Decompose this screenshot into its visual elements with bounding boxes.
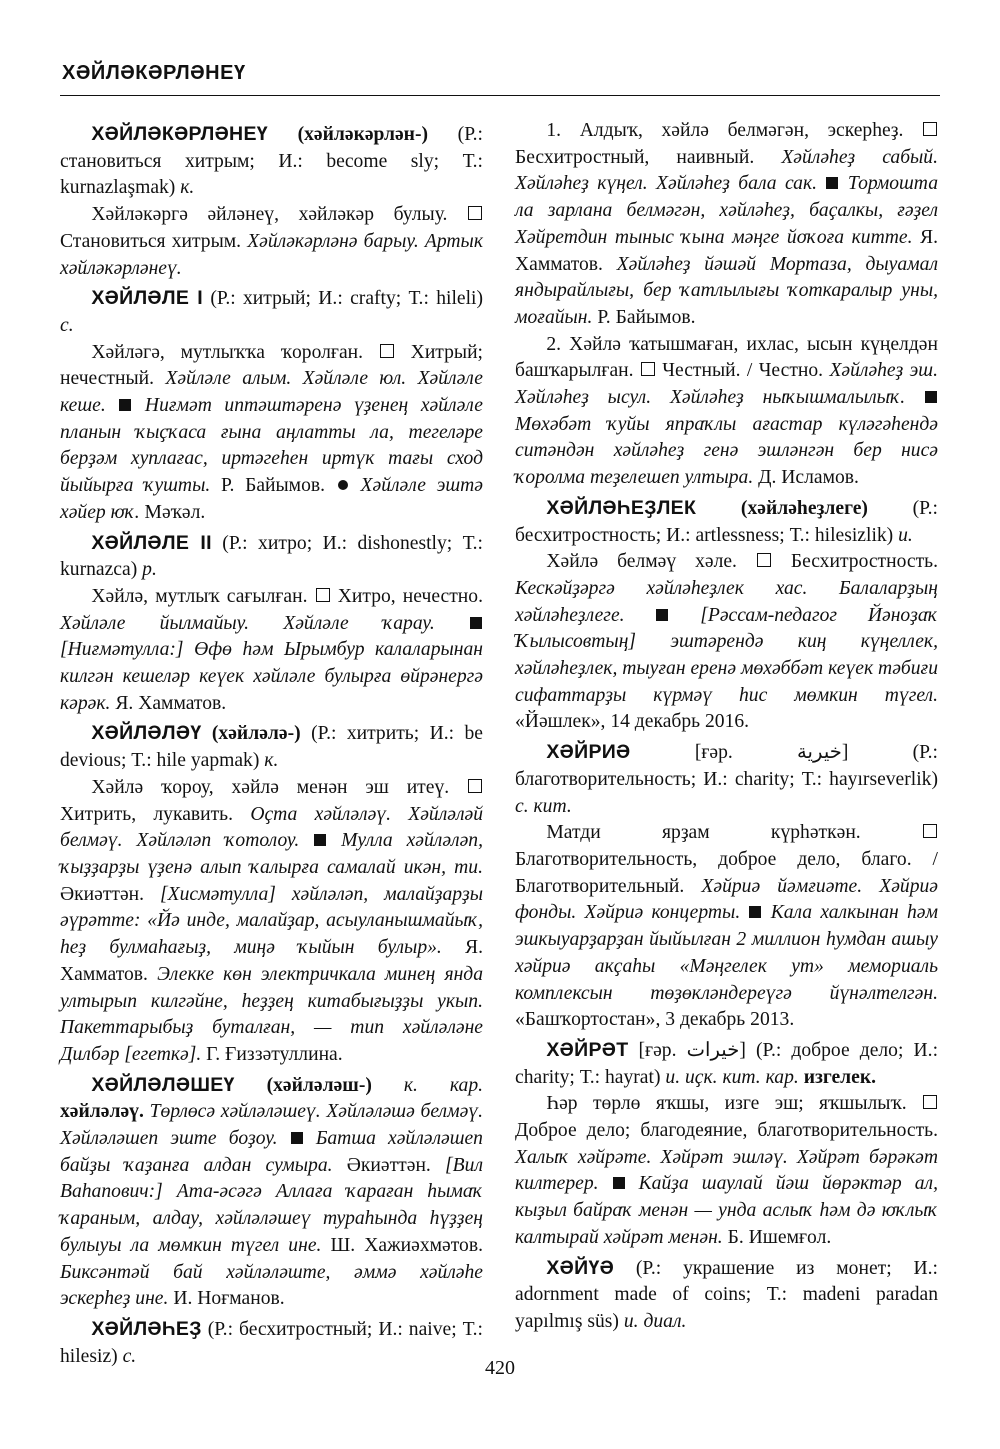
right-column	[515, 118, 938, 1336]
russian-equivalent-icon	[923, 122, 937, 136]
translations: (Р.: хитро; И.: dishonestly; Т.: kurnazca)	[60, 532, 483, 581]
part-of-speech: к.	[403, 1074, 418, 1096]
headword: ХӘЙЛӘЛЕ I	[91, 287, 204, 310]
translations: (Р.: бесхитростность; И.: artlessness; Т.: hilesizlik)	[515, 497, 938, 546]
definition-text: Хәйлә, мутлыҡ сағылған.	[91, 585, 308, 607]
headword: ХӘЙЛӘҺЕҘ	[91, 1317, 202, 1340]
definition-text: Һәр төрлө яҡшы, изге эш; яҡшылыҡ.	[546, 1093, 907, 1115]
sense-1	[515, 118, 938, 332]
quotation: [Вил Ваһапович:] Ата-әсәгә Аллаға ҡараған һымаҡ ҡараным, алдау, хәйләләшеү тураһында һүҙҙең булыуы ла мөмкин түгел ине.	[60, 1154, 483, 1256]
quotation: Хәйләһеҙ йәшәй Мортаза, дыуамал яндырайлығы, бер ҡатлылығы ҡоткаралыр уны, моғайын.	[515, 253, 938, 328]
quotation-marker-icon	[291, 1132, 303, 1144]
definition	[515, 549, 938, 736]
part-of-speech: с. кит.	[515, 795, 572, 817]
definition-text: Хәйлә ҡороу, хәйлә менән эш итеү.	[91, 776, 450, 798]
definition-text: Хәйлә белмәү хәле.	[546, 551, 737, 573]
quotation: Биксәнтәй бай хәйләләште, әммә хәйләһе эскерһеҙ ине.	[60, 1261, 483, 1310]
definition-text: Хәйләгә, мутлыҡҡа ҡоролған.	[91, 341, 364, 363]
etymology: [ғәр. خيرات]	[638, 1039, 746, 1061]
headword: ХӘЙҮӘ	[546, 1256, 615, 1279]
headword: ХӘЙРИӘ	[546, 741, 631, 764]
definition-text: Хәйлә ҡатышмаған, ихлас, ысын күңелдән башҡарылған.	[515, 333, 938, 382]
definition	[60, 340, 483, 527]
definition-text: Алдыҡ, хәйлә белмәгән, эскерһеҙ.	[579, 120, 904, 141]
usage-examples: Хәйләһеҙ эш. Хәйләһеҙ ысул. Хәйләһеҙ ныҡышмалылыҡ.	[515, 360, 938, 409]
etymology: [ғәр. خيرية]	[694, 742, 849, 764]
quotation: Батша хәйләләшеп байҙы ҡаҙанға алдан сумыра.	[60, 1128, 483, 1176]
headword: ХӘЙЛӘЛӘҮ	[91, 722, 202, 745]
usage-examples: Хәйләкәрләнә барыу. Артык хәйләкәрләнеү.	[60, 230, 483, 279]
usage-examples: Хәйләле йылмайыу. Хәйләле ҡарау.	[60, 612, 435, 634]
translations: (Р.: хитрить; И.: be devious; Т.: hile yapmak)	[60, 723, 483, 772]
russian-equivalent: Бесхитростность.	[790, 551, 938, 573]
definition	[60, 584, 483, 718]
quotation-author: Әкиәттән.	[60, 883, 145, 905]
part-of-speech: и. диал.	[623, 1310, 687, 1332]
russian-equivalent-icon	[468, 206, 482, 220]
part-of-speech: р.	[142, 559, 157, 581]
translations: (Р.: благотворительность; И.: charity; Т.: hayırseverlik)	[515, 742, 938, 790]
russian-equivalent: Благотворительность, доброе дело, благо. / Благотворительный.	[515, 848, 938, 897]
definition	[60, 775, 483, 1069]
quotation-author: Ш. Хажиәхмәтов.	[330, 1234, 483, 1256]
definition	[515, 820, 938, 1034]
part-of-speech: и.	[898, 524, 913, 546]
entry-hәйләләшеү	[60, 1072, 483, 1313]
russian-equivalent: Бесхитростный, наивный.	[515, 146, 755, 168]
sense-number: 2.	[546, 333, 562, 355]
russian-equivalent-icon	[641, 362, 655, 376]
russian-equivalent: Становиться хитрым.	[60, 230, 242, 252]
stem-form: (хәйләлә-)	[211, 723, 301, 745]
running-head: ХӘЙЛӘКӘРЛӘНЕҮ	[62, 62, 246, 84]
entry-hәйләһеҙлек	[515, 495, 938, 549]
quotation-author: Р. Байымов.	[221, 475, 326, 497]
part-of-speech: к.	[264, 750, 279, 772]
quotation-marker-icon	[119, 399, 131, 411]
proverb-source: Мәҡәл.	[144, 501, 206, 523]
russian-equivalent-icon	[923, 824, 937, 838]
usage-examples: Оҫта хәйләләү. Хәйләләй белмәү. Хәйләләп ҡотолоу.	[60, 803, 483, 852]
quotation-author: Г. Ғиззәтуллина.	[206, 1043, 343, 1065]
quotation: Мулла хәйләләп, ҡыҙҙарҙы үҙенә алып ҡалырға самалай икән, ти.	[60, 830, 483, 878]
translations: (Р.: хитрый; И.: crafty; Т.: hileli)	[210, 288, 484, 310]
entry-hәйләле-1	[60, 285, 483, 339]
part-of-speech: с.	[60, 314, 74, 336]
headword: ХӘЙРӘТ	[546, 1038, 629, 1061]
quotation-author: Д. Исламов.	[758, 467, 859, 489]
translations: (Р.: доброе дело; И.: charity; Т.: hayrat)	[515, 1039, 939, 1088]
russian-equivalent-icon	[757, 553, 771, 567]
proverb-marker-icon	[338, 480, 348, 490]
stem-form: (хәйләһеҙлеге)	[740, 497, 868, 519]
cross-reference-label: кар.	[765, 1066, 799, 1088]
russian-equivalent-icon	[468, 779, 482, 793]
quotation-author: Я. Хамматов.	[515, 226, 938, 275]
russian-equivalent: Хитро, нечестно.	[337, 585, 483, 607]
quotation-author: Я. Хамматов.	[60, 937, 483, 985]
quotation: Кала халкынан һәм эшкыуарҙарҙан йыйылған 2 миллион һумдан ашыу хәйриә акҫаһы «Мәңгелек ут» мемориаль комплексын төҙөкләндереүгә йүнәлтелгән.	[515, 902, 938, 1004]
quotation-author: «Йәшлек», 14 декабрь 2016.	[515, 711, 750, 733]
usage-examples: Хәйләле алым. Хәйләле юл. Хәйләле кеше.	[60, 368, 484, 417]
russian-equivalent: Хитрый; нечестный.	[60, 341, 484, 390]
entry-hәйләкәрләнеү	[60, 121, 483, 202]
entry-hәйләле-2	[60, 530, 483, 584]
quotation-author: Б. Ишемғол.	[727, 1226, 832, 1248]
russian-equivalent: Доброе дело; благодеяние, благотворительность.	[515, 1120, 938, 1142]
header-rule	[60, 95, 940, 96]
quotation: Тормошта ла зарлана белмәгән, хәйләһеҙ, баҫалкы, ғәҙел Хәйретдин тыныс ҡына мәңге йоҡоға китте.	[515, 173, 938, 248]
quotation-author: И. Ноғманов.	[173, 1288, 285, 1310]
entry-hәйрәт	[515, 1037, 938, 1091]
quotation: [Хисмәтулла] хәйләләп, малайҙарҙы әүрәтте: «Йә инде, малайҙар, асыуланышмайыҡ, һеҙ булмаһағыҙ, миңә ҡыйын булыр».	[60, 883, 483, 959]
headword: ХӘЙЛӘКӘРЛӘНЕҮ	[91, 123, 268, 145]
cross-reference: хәйләләү.	[60, 1101, 144, 1123]
quotation-marker-icon	[826, 177, 838, 189]
quotation-marker-icon	[925, 391, 937, 403]
headword: ХӘЙЛӘҺЕҘЛЕК	[546, 496, 697, 519]
stem-form: (хәйләләш-)	[266, 1074, 372, 1096]
quotation: [Рәссам-педагог Йәноҙаҡ Ҡылысовтың] эштәрендә киң күңеллек, хәйләһеҙлек, тыуған еренә мөхәббәт кеүек тәбиғи сифаттарҙы күрмәү һис мөмкин түгел.	[515, 604, 939, 706]
headword: ХӘЙЛӘЛЕ II	[91, 531, 212, 554]
quotation-author: Әкиәттән.	[346, 1154, 431, 1176]
definition	[60, 202, 483, 282]
quotation-marker-icon	[749, 906, 761, 918]
part-of-speech: к.	[180, 177, 195, 199]
definition-text: Матди ярҙам күрһәткән.	[546, 822, 861, 844]
usage-examples: Төрлөсә хәйләләшеү. Хәйләләшә белмәү. Хәйләләшеп эште боҙоу.	[60, 1101, 483, 1150]
part-of-speech: и. иҫк. кит.	[665, 1066, 761, 1088]
russian-equivalent-icon	[380, 344, 394, 358]
quotation-marker-icon	[656, 609, 668, 621]
quotation: Элекке көн электричкала минең янда ултырып килгәйне, һеҙҙең китабығыҙҙы укып. Пакеттарыбыҙ буталған, — тип хәйләләне Дилбәр [егеткә].	[60, 963, 483, 1065]
sense-number: 1.	[546, 120, 562, 141]
russian-equivalent: Хитрить, лукавить.	[60, 803, 234, 825]
proverb: Хәйләле эштә хәйер юҡ.	[60, 475, 483, 523]
definition	[515, 1091, 938, 1251]
quotation: [Ниғмәтулла:] Өфө һәм Ырымбур калаларынан килгән кешеләр кеүек хәйләле булырға өйрәнергә кәрәк.	[60, 639, 483, 714]
quotation-marker-icon	[470, 617, 482, 629]
part-of-speech: с.	[122, 1345, 137, 1367]
usage-examples: Хәйләһеҙ сабый. Хәйләһеҙ күңел. Хәйләһеҙ бала сак.	[515, 146, 939, 195]
quotation-author: Я. Хамматов.	[115, 692, 227, 714]
quotation: Кайҙа шаулай йәш йөрәктәр ал, кыҙыл байраҡ менән — унда аслыҡ һәм дә юҡлыҡ калтырай хәйрәт менән.	[515, 1173, 938, 1248]
quotation: Мөхәбәт ҡуйы япраҡлы ағастар күләгәһендә ситәндән хәйләһеҙ генә эшләнгән бер нисә ҡоролма теҙелешеп ултыра.	[515, 413, 938, 489]
quotation-author: Р. Байымов.	[597, 306, 696, 328]
russian-equivalent: Честный. / Честно.	[662, 360, 824, 382]
russian-equivalent-icon	[316, 588, 330, 602]
translations: (Р.: бесхитростный; И.: naive; Т.: hilesiz)	[60, 1318, 483, 1367]
definition-text: Хәйләкәргә әйләнеү, хәйләкәр булыу.	[91, 204, 448, 226]
usage-examples: Халыҡ хәйрәте. Хәйрәт эшләү. Хәйрәт бәрәкәт килтерер.	[515, 1146, 938, 1195]
translations: (Р.: украшение из монет; И.: adornment made of coins; Т.: madeni paradan yapılmış süs)	[515, 1257, 938, 1332]
entry-hәйләләү	[60, 720, 483, 774]
sense-2	[515, 332, 938, 492]
quotation-marker-icon	[314, 834, 326, 846]
usage-examples: Хәйриә йәмғиәте. Хәйриә фонды. Хәйриә концерты.	[515, 875, 938, 924]
russian-equivalent-icon	[923, 1095, 937, 1109]
cross-reference-label: кар.	[449, 1074, 484, 1096]
quotation-author: «Башҡортостан», 3 декабрь 2013.	[515, 1009, 795, 1031]
headword: ХӘЙЛӘЛӘШЕҮ	[91, 1073, 235, 1096]
left-column	[60, 118, 483, 1370]
quotation: Ниғмәт иптәштәренә үҙенең хәйләле планын ҡыҫҡаса ғына аңлатты ла, тегеләре берҙәм хуплағас, иртәгеһен иртүк тағы сход йыйырға ҡушты.	[60, 395, 483, 497]
translations: (Р.: становиться хитрым; И.: become sly; Т.: kurnazlaşmak)	[60, 124, 483, 199]
entry-hәйриә	[515, 739, 938, 820]
page-number: 420	[485, 1357, 515, 1379]
cross-reference: изгелек.	[803, 1066, 877, 1088]
stem-form: (хәйләкәрлән-)	[297, 124, 428, 145]
entry-hәйүә	[515, 1255, 938, 1336]
quotation-marker-icon	[613, 1177, 625, 1189]
usage-examples: Кескәйҙәргә хәйләһеҙлек хас. Балаларҙың хәйләһеҙлеге.	[515, 577, 938, 626]
